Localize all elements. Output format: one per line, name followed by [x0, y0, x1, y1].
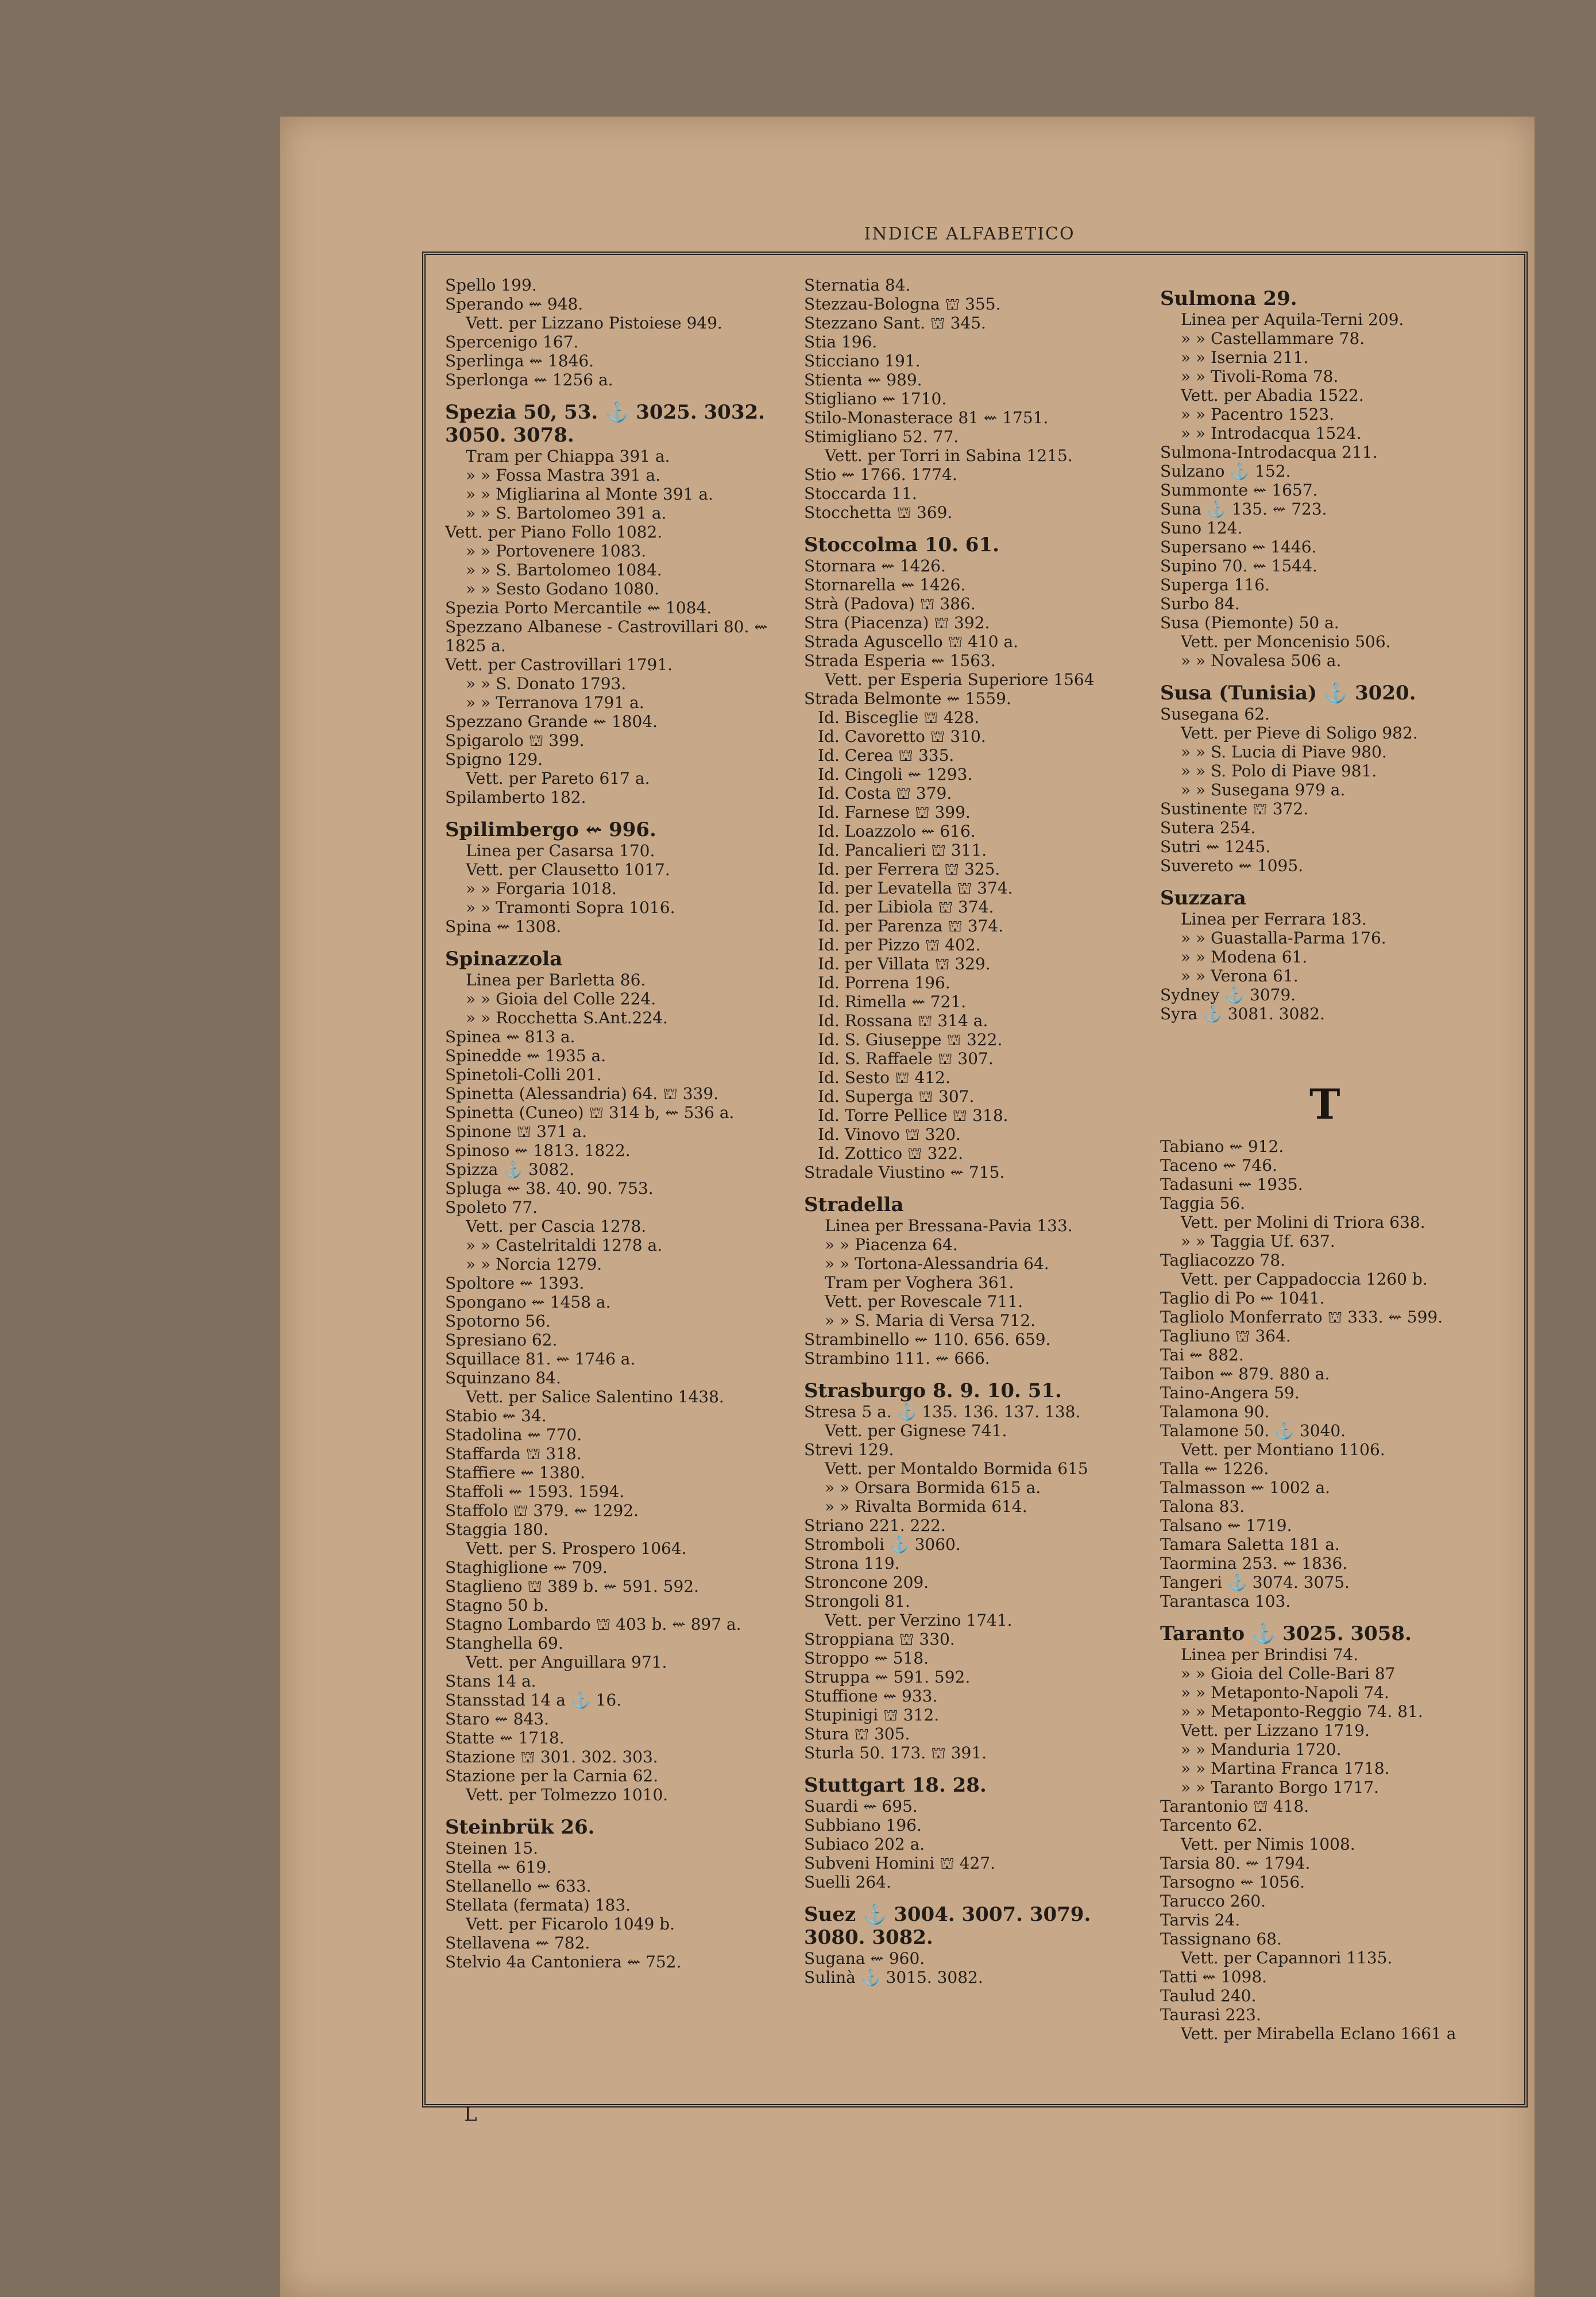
index-entry: Talamone 50. ⚓ 3040.: [1160, 1421, 1346, 1440]
index-entry: Spilamberto 182.: [445, 788, 586, 807]
index-entry: Id. Costa ⛫ 379.: [818, 784, 952, 803]
index-entry: » » Castelritaldi 1278 a.: [466, 1236, 663, 1255]
index-entry: Staghiglione ⇜ 709.: [445, 1558, 608, 1577]
index-entry: Spinea ⇜ 813 a.: [445, 1027, 575, 1046]
index-entry: Staggia 180.: [445, 1520, 548, 1539]
index-entry: Id. per Parenza ⛫ 374.: [818, 917, 1004, 935]
index-entry: Suardi ⇜ 695.: [804, 1797, 918, 1816]
index-entry: Taurasi 223.: [1160, 2005, 1261, 2024]
index-entry: Spinoso ⇜ 1813. 1822.: [445, 1141, 631, 1160]
index-entry: Taino-Angera 59.: [1160, 1383, 1300, 1402]
index-entry: Linea per Brindisi 74.: [1181, 1645, 1359, 1664]
index-entry: » » Fossa Mastra 391 a.: [466, 466, 661, 485]
index-entry: Staffolo ⛫ 379. ⇜ 1292.: [445, 1501, 639, 1520]
index-entry: Stans 14 a.: [445, 1672, 536, 1691]
index-entry: » » Sesto Godano 1080.: [466, 579, 659, 598]
index-entry: » » Guastalla-Parma 176.: [1181, 929, 1386, 948]
index-entry: Tamara Saletta 181 a.: [1160, 1535, 1340, 1554]
index-entry: Strevi 129.: [804, 1440, 894, 1459]
index-entry: Stezzano Sant. ⛫ 345.: [804, 314, 986, 332]
index-entry: Sulmona 29.: [1160, 287, 1297, 310]
index-entry: Staro ⇜ 843.: [445, 1710, 549, 1728]
index-entry: Vett. per Anguillara 971.: [466, 1653, 667, 1672]
index-entry: Surbo 84.: [1160, 594, 1240, 613]
index-entry: Id. Bisceglie ⛫ 428.: [818, 708, 980, 727]
index-entry: » » Castellammare 78.: [1181, 329, 1365, 348]
index-entry: Suvereto ⇜ 1095.: [1160, 856, 1304, 875]
index-entry: Spoltore ⇜ 1393.: [445, 1274, 585, 1293]
index-entry: » » Tivoli-Roma 78.: [1181, 367, 1339, 386]
index-entry: Linea per Ferrara 183.: [1181, 910, 1367, 929]
index-entry: Vett. per Cascia 1278.: [466, 1217, 647, 1236]
index-entry: Linea per Aquila-Terni 209.: [1181, 310, 1404, 329]
index-entry: Talsano ⇜ 1719.: [1160, 1516, 1292, 1535]
index-entry: Stilo-Monasterace 81 ⇜ 1751.: [804, 408, 1049, 427]
index-entry: Stansstad 14 a ⚓ 16.: [445, 1691, 622, 1710]
index-entry: Stromboli ⚓ 3060.: [804, 1535, 961, 1554]
index-entry: Spongano ⇜ 1458 a.: [445, 1293, 611, 1312]
index-entry: Sulmona-Introdacqua 211.: [1160, 443, 1378, 462]
index-entry: » » Rivalta Bormida 614.: [825, 1497, 1027, 1516]
index-entry: » » Taggia Uf. 637.: [1181, 1232, 1335, 1251]
index-entry: Linea per Barletta 86.: [466, 970, 646, 989]
index-entry: Taranto ⚓ 3025. 3058.: [1160, 1622, 1412, 1645]
index-entry: Stupinigi ⛫ 312.: [804, 1706, 940, 1724]
index-entry: Id. per Ferrera ⛫ 325.: [818, 860, 1000, 879]
index-entry: Strambinello ⇜ 110. 656. 659.: [804, 1330, 1051, 1349]
index-entry: Spinazzola: [445, 948, 563, 970]
index-entry: » » Portovenere 1083.: [466, 542, 647, 560]
index-entry: » » Verona 61.: [1181, 966, 1299, 985]
index-entry: Vett. per Salice Salentino 1438.: [466, 1387, 724, 1406]
index-entry: Id. S. Raffaele ⛫ 307.: [818, 1049, 994, 1068]
index-entry: Vett. per Tolmezzo 1010.: [466, 1785, 668, 1804]
index-entry: Stagno Lombardo ⛫ 403 b. ⇜ 897 a.: [445, 1615, 741, 1634]
index-entry: Tarucco 260.: [1160, 1892, 1266, 1911]
index-entry: Steinbrük 26.: [445, 1816, 595, 1839]
index-entry: Superga 116.: [1160, 575, 1270, 594]
index-entry: » » Metaponto-Reggio 74. 81.: [1181, 1702, 1423, 1721]
index-entry: Stellata (fermata) 183.: [445, 1896, 631, 1915]
index-entry: Tagliacozzo 78.: [1160, 1251, 1286, 1270]
index-column-2: [804, 276, 1154, 2102]
index-entry: Id. Cerea ⛫ 335.: [818, 746, 954, 765]
index-entry: Talona 83.: [1160, 1497, 1245, 1516]
index-entry: Id. Rossana ⛫ 314 a.: [818, 1011, 988, 1030]
index-entry: Stia 196.: [804, 332, 878, 351]
index-entry: » » Introdacqua 1524.: [1181, 424, 1362, 443]
section-letter-T: T: [1309, 1080, 1340, 1128]
index-entry: Id. Cavoretto ⛫ 310.: [818, 727, 986, 746]
index-entry: » » S. Donato 1793.: [466, 674, 627, 693]
index-entry: Tagliolo Monferrato ⛫ 333. ⇜ 599.: [1160, 1308, 1443, 1327]
index-entry: Spezia Porto Mercantile ⇜ 1084.: [445, 598, 712, 617]
page-header-title: INDICE ALFABETICO: [864, 224, 1075, 244]
index-entry: » » Tramonti Sopra 1016.: [466, 898, 675, 917]
index-entry: Supersano ⇜ 1446.: [1160, 537, 1317, 556]
index-entry: » » Forgaria 1018.: [466, 879, 617, 898]
index-entry: Spoleto 77.: [445, 1198, 538, 1217]
index-entry: [1160, 1023, 1510, 1042]
index-entry: Spello 199.: [445, 276, 537, 295]
index-entry: Spezia 50, 53. ⚓ 3025. 3032. 3050. 3078.: [445, 401, 772, 447]
index-entry: Tadasuni ⇜ 1935.: [1160, 1175, 1303, 1194]
index-entry: Stella ⇜ 619.: [445, 1858, 552, 1877]
index-entry: » » Metaponto-Napoli 74.: [1181, 1683, 1389, 1702]
index-entry: [1160, 1061, 1510, 1080]
index-entry: Vett. per S. Prospero 1064.: [466, 1539, 687, 1558]
index-entry: Tarantonio ⛫ 418.: [1160, 1797, 1309, 1816]
index-entry: Tram per Voghera 361.: [825, 1273, 1014, 1292]
index-entry: Talla ⇜ 1226.: [1160, 1459, 1269, 1478]
index-entry: Stelvio 4a Cantoniera ⇜ 752.: [445, 1952, 682, 1971]
index-entry: Squillace 81. ⇜ 1746 a.: [445, 1349, 636, 1368]
index-entry: Spizza ⚓ 3082.: [445, 1160, 575, 1179]
index-entry: Vett. per Moncenisio 506.: [1181, 632, 1391, 651]
index-entry: Vett. per Molini di Triora 638.: [1181, 1213, 1425, 1232]
index-entry: Stornara ⇜ 1426.: [804, 556, 946, 575]
index-entry: Vett. per Pieve di Soligo 982.: [1181, 724, 1418, 743]
index-entry: Suez ⚓ 3004. 3007. 3079. 3080. 3082.: [804, 1903, 1098, 1949]
index-entry: Sperando ⇜ 948.: [445, 295, 583, 314]
index-entry: Vett. per Mirabella Eclano 1661 a: [1181, 2024, 1456, 2043]
index-entry: Id. Loazzolo ⇜ 616.: [818, 822, 976, 841]
index-entry: Subiaco 202 a.: [804, 1835, 925, 1854]
index-entry: Stezzau-Bologna ⛫ 355.: [804, 295, 1001, 314]
index-entry: Id. per Libiola ⛫ 374.: [818, 898, 994, 917]
index-entry: Id. Vinovo ⛫ 320.: [818, 1125, 961, 1144]
index-entry: Sulinà ⚓ 3015. 3082.: [804, 1968, 983, 1987]
index-entry: Strasburgo 8. 9. 10. 51.: [804, 1379, 1062, 1402]
index-entry: Stuffione ⇜ 933.: [804, 1687, 938, 1706]
index-entry: Suzzara: [1160, 887, 1246, 910]
index-entry: Id. Rimella ⇜ 721.: [818, 992, 967, 1011]
index-entry: Suno 124.: [1160, 519, 1243, 537]
index-entry: Stimigliano 52. 77.: [804, 427, 959, 446]
index-entry: Spinone ⛫ 371 a.: [445, 1122, 588, 1141]
index-entry: » » Tortona-Alessandria 64.: [825, 1254, 1049, 1273]
index-entry: Id. Pancalieri ⛫ 311.: [818, 841, 987, 860]
index-entry: Steinen 15.: [445, 1839, 539, 1858]
index-entry: Stura ⛫ 305.: [804, 1724, 910, 1743]
index-entry: » » S. Bartolomeo 391 a.: [466, 504, 667, 523]
index-entry: Spotorno 56.: [445, 1312, 551, 1331]
index-entry: Susegana 62.: [1160, 705, 1270, 724]
index-entry: Spigno 129.: [445, 750, 543, 769]
index-entry: Taggia 56.: [1160, 1194, 1246, 1213]
index-entry: Susa (Tunisia) ⚓ 3020.: [1160, 682, 1416, 705]
index-entry: Strada Belmonte ⇜ 1559.: [804, 689, 1011, 708]
index-entry: » » Norcia 1279.: [466, 1255, 602, 1274]
index-entry: Summonte ⇜ 1657.: [1160, 481, 1318, 500]
index-entry: Tatti ⇜ 1098.: [1160, 1967, 1267, 1986]
index-entry: Vett. per Torri in Sabina 1215.: [825, 446, 1073, 465]
index-entry: Vett. per Castrovillari 1791.: [445, 655, 673, 674]
index-entry: Vett. per Ficarolo 1049 b.: [466, 1915, 675, 1933]
index-entry: Talmasson ⇜ 1002 a.: [1160, 1478, 1331, 1497]
index-entry: » » S. Bartolomeo 1084.: [466, 560, 662, 579]
index-entry: Spinedde ⇜ 1935 a.: [445, 1046, 606, 1065]
index-entry: Linea per Bressana-Pavia 133.: [825, 1216, 1073, 1235]
index-entry: » » Taranto Borgo 1717.: [1181, 1778, 1379, 1797]
index-entry: [1160, 1042, 1510, 1061]
index-entry: » » Manduria 1720.: [1181, 1740, 1342, 1759]
index-entry: Id. per Pizzo ⛫ 402.: [818, 935, 981, 954]
index-entry: Vett. per Nimis 1008.: [1181, 1835, 1355, 1854]
index-entry: Stienta ⇜ 989.: [804, 370, 922, 389]
index-entry: Strongoli 81.: [804, 1592, 910, 1611]
index-entry: Taulud 240.: [1160, 1986, 1257, 2005]
index-entry: Spresiano 62.: [445, 1331, 558, 1349]
index-entry: Strada Aguscello ⛫ 410 a.: [804, 632, 1019, 651]
index-entry: Strambino 111. ⇜ 666.: [804, 1349, 990, 1368]
index-entry: Tarsogno ⇜ 1056.: [1160, 1873, 1305, 1892]
index-entry: Spinetta (Cuneo) ⛫ 314 b, ⇜ 536 a.: [445, 1103, 735, 1122]
index-entry: Stradale Viustino ⇜ 715.: [804, 1163, 1005, 1182]
index-entry: Taibon ⇜ 879. 880 a.: [1160, 1364, 1330, 1383]
index-entry: Stroppiana ⛫ 330.: [804, 1630, 955, 1649]
index-entry: Vett. per Piano Follo 1082.: [445, 523, 663, 542]
index-entry: Stornarella ⇜ 1426.: [804, 575, 966, 594]
index-entry: Id. S. Giuseppe ⛫ 322.: [818, 1030, 1003, 1049]
index-entry: Suna ⚓ 135. ⇜ 723.: [1160, 500, 1327, 519]
index-column-1: [445, 276, 795, 2102]
index-entry: Vett. per Pareto 617 a.: [466, 769, 650, 788]
index-entry: Sperlonga ⇜ 1256 a.: [445, 370, 613, 389]
index-entry: Id. Farnese ⛫ 399.: [818, 803, 971, 822]
index-column-3: [1160, 276, 1510, 2102]
index-entry: Struppa ⇜ 591. 592.: [804, 1668, 971, 1687]
index-entry: » » Pacentro 1523.: [1181, 405, 1335, 424]
index-entry: Tarantasca 103.: [1160, 1592, 1291, 1611]
index-entry: Stocchetta ⛫ 369.: [804, 503, 953, 522]
index-entry: Sulzano ⚓ 152.: [1160, 462, 1291, 481]
index-entry: Stio ⇜ 1766. 1774.: [804, 465, 957, 484]
index-entry: Sticciano 191.: [804, 351, 921, 370]
index-entry: Syra ⚓ 3081. 3082.: [1160, 1004, 1325, 1023]
index-entry: Stazione ⛫ 301. 302. 303.: [445, 1747, 658, 1766]
index-entry: Sutera 254.: [1160, 818, 1256, 837]
index-entry: Taormina 253. ⇜ 1836.: [1160, 1554, 1348, 1573]
index-entry: » » Migliarina al Monte 391 a.: [466, 485, 713, 504]
index-entry: Stra (Piacenza) ⛫ 392.: [804, 613, 990, 632]
index-entry: Spluga ⇜ 38. 40. 90. 753.: [445, 1179, 654, 1198]
index-entry: » » Orsara Bormida 615 a.: [825, 1478, 1041, 1497]
index-entry: Tangeri ⚓ 3074. 3075.: [1160, 1573, 1350, 1592]
index-entry: Id. per Villata ⛫ 329.: [818, 954, 991, 973]
index-entry: Stroncone 209.: [804, 1573, 929, 1592]
index-entry: Tassignano 68.: [1160, 1929, 1282, 1948]
footer-signature: L: [464, 2103, 477, 2126]
index-entry: Vett. per Lizzano Pistoiese 949.: [466, 314, 722, 332]
index-entry: Vett. per Verzino 1741.: [825, 1611, 1013, 1630]
index-entry: Spinetta (Alessandria) 64. ⛫ 339.: [445, 1084, 719, 1103]
index-entry: Id. Torre Pellice ⛫ 318.: [818, 1106, 1008, 1125]
index-entry: Stellanello ⇜ 633.: [445, 1877, 592, 1896]
index-entry: Supino 70. ⇜ 1544.: [1160, 556, 1317, 575]
index-entry: » » S. Maria di Versa 712.: [825, 1311, 1036, 1330]
index-entry: Stazione per la Carnia 62.: [445, 1766, 659, 1785]
index-entry: Sugana ⇜ 960.: [804, 1949, 925, 1968]
index-entry: Spilimbergo ⇜ 996.: [445, 818, 656, 841]
index-entry: Taceno ⇜ 746.: [1160, 1156, 1277, 1175]
index-entry: » » Gioia del Colle 224.: [466, 989, 656, 1008]
index-entry: Id. Porrena 196.: [818, 973, 950, 992]
index-entry: Staffiere ⇜ 1380.: [445, 1463, 585, 1482]
index-entry: Staffarda ⛫ 318.: [445, 1444, 582, 1463]
index-entry: Vett. per Cappadoccia 1260 b.: [1181, 1270, 1428, 1289]
index-entry: Stoccarda 11.: [804, 484, 917, 503]
index-entry: Spezzano Albanese - Castrovillari 80. ⇜ 1825 a.: [445, 617, 773, 655]
index-entry: Staffoli ⇜ 1593. 1594.: [445, 1482, 625, 1501]
index-entry: Subveni Homini ⛫ 427.: [804, 1854, 996, 1873]
index-entry: Tarvis 24.: [1160, 1911, 1241, 1929]
index-entry: Taglio di Po ⇜ 1041.: [1160, 1289, 1325, 1308]
index-entry: Linea per Casarsa 170.: [466, 841, 655, 860]
index-entry: Sustinente ⛫ 372.: [1160, 799, 1309, 818]
index-entry: Id. Sesto ⛫ 412.: [818, 1068, 950, 1087]
index-entry: » » Gioia del Colle-Bari 87: [1181, 1664, 1396, 1683]
index-entry: Stagno 50 b.: [445, 1596, 549, 1615]
index-entry: » » Terranova 1791 a.: [466, 693, 644, 712]
index-entry: Sturla 50. 173. ⛫ 391.: [804, 1743, 987, 1762]
index-entry: » » Martina Franca 1718.: [1181, 1759, 1390, 1778]
index-entry: Talamona 90.: [1160, 1402, 1270, 1421]
index-entry: Stadolina ⇜ 770.: [445, 1425, 582, 1444]
index-entry: Vett. per Capannori 1135.: [1181, 1948, 1393, 1967]
index-entry: Tabiano ⇜ 912.: [1160, 1137, 1284, 1156]
index-entry: Stuttgart 18. 28.: [804, 1774, 987, 1797]
index-entry: Sutri ⇜ 1245.: [1160, 837, 1271, 856]
index-entry: Vett. per Gignese 741.: [825, 1421, 1007, 1440]
index-entry: Stresa 5 a. ⚓ 135. 136. 137. 138.: [804, 1402, 1081, 1421]
index-entry: Stradella: [804, 1193, 904, 1216]
index-entry: Tarsia 80. ⇜ 1794.: [1160, 1854, 1311, 1873]
index-entry: » » Modena 61.: [1181, 948, 1308, 966]
index-entry: Sperlinga ⇜ 1846.: [445, 351, 594, 370]
index-entry: » » S. Polo di Piave 981.: [1181, 761, 1377, 780]
index-entry: Susa (Piemonte) 50 a.: [1160, 613, 1339, 632]
index-entry: Spina ⇜ 1308.: [445, 917, 562, 936]
index-entry: Staglieno ⛫ 389 b. ⇜ 591. 592.: [445, 1577, 699, 1596]
index-entry: Id. per Levatella ⛫ 374.: [818, 879, 1013, 898]
index-entry: Id. Superga ⛫ 307.: [818, 1087, 975, 1106]
index-entry: Striano 221. 222.: [804, 1516, 946, 1535]
index-entry: Vett. per Esperia Superiore 1564: [825, 670, 1095, 689]
index-entry: Spezzano Grande ⇜ 1804.: [445, 712, 658, 731]
index-entry: Stoccolma 10. 61.: [804, 533, 999, 556]
index-entry: Sydney ⚓ 3079.: [1160, 985, 1296, 1004]
index-entry: Statte ⇜ 1718.: [445, 1728, 565, 1747]
index-entry: Stabio ⇜ 34.: [445, 1406, 547, 1425]
index-entry: Tram per Chiappa 391 a.: [466, 447, 670, 466]
index-entry: Subbiano 196.: [804, 1816, 922, 1835]
index-entry: » » Isernia 211.: [1181, 348, 1309, 367]
index-entry: Sternatia 84.: [804, 276, 911, 295]
index-entry: » » Rocchetta S.Ant.224.: [466, 1008, 668, 1027]
index-entry: Vett. per Clausetto 1017.: [466, 860, 670, 879]
index-entry: Id. Zottico ⛫ 322.: [818, 1144, 963, 1163]
index-entry: Stanghella 69.: [445, 1634, 563, 1653]
index-entry: Vett. per Lizzano 1719.: [1181, 1721, 1370, 1740]
index-entry: » » Susegana 979 a.: [1181, 780, 1346, 799]
index-entry: Spigarolo ⛫ 399.: [445, 731, 585, 750]
index-entry: Stellavena ⇜ 782.: [445, 1933, 590, 1952]
index-entry: » » Novalesa 506 a.: [1181, 651, 1342, 670]
index-entry: Strada Esperia ⇜ 1563.: [804, 651, 996, 670]
index-entry: Vett. per Abadia 1522.: [1181, 386, 1364, 405]
index-entry: Vett. per Montaldo Bormida 615: [825, 1459, 1088, 1478]
index-entry: Tarcento 62.: [1160, 1816, 1263, 1835]
index-entry: Squinzano 84.: [445, 1368, 561, 1387]
index-entry: Vett. per Rovescale 711.: [825, 1292, 1023, 1311]
index-entry: Spinetoli-Colli 201.: [445, 1065, 602, 1084]
index-entry: » » S. Lucia di Piave 980.: [1181, 743, 1387, 761]
index-entry: Strà (Padova) ⛫ 386.: [804, 594, 976, 613]
index-entry: Vett. per Montiano 1106.: [1181, 1440, 1385, 1459]
index-entry: Tagliuno ⛫ 364.: [1160, 1327, 1291, 1345]
index-entry: Strona 119.: [804, 1554, 900, 1573]
index-entry: Suelli 264.: [804, 1873, 891, 1892]
index-entry: » » Piacenza 64.: [825, 1235, 958, 1254]
index-entry: Id. Cingoli ⇜ 1293.: [818, 765, 973, 784]
index-entry: Stigliano ⇜ 1710.: [804, 389, 947, 408]
index-entry: Stroppo ⇜ 518.: [804, 1649, 929, 1668]
index-entry: Tai ⇜ 882.: [1160, 1345, 1244, 1364]
index-entry: Spercenigo 167.: [445, 332, 579, 351]
